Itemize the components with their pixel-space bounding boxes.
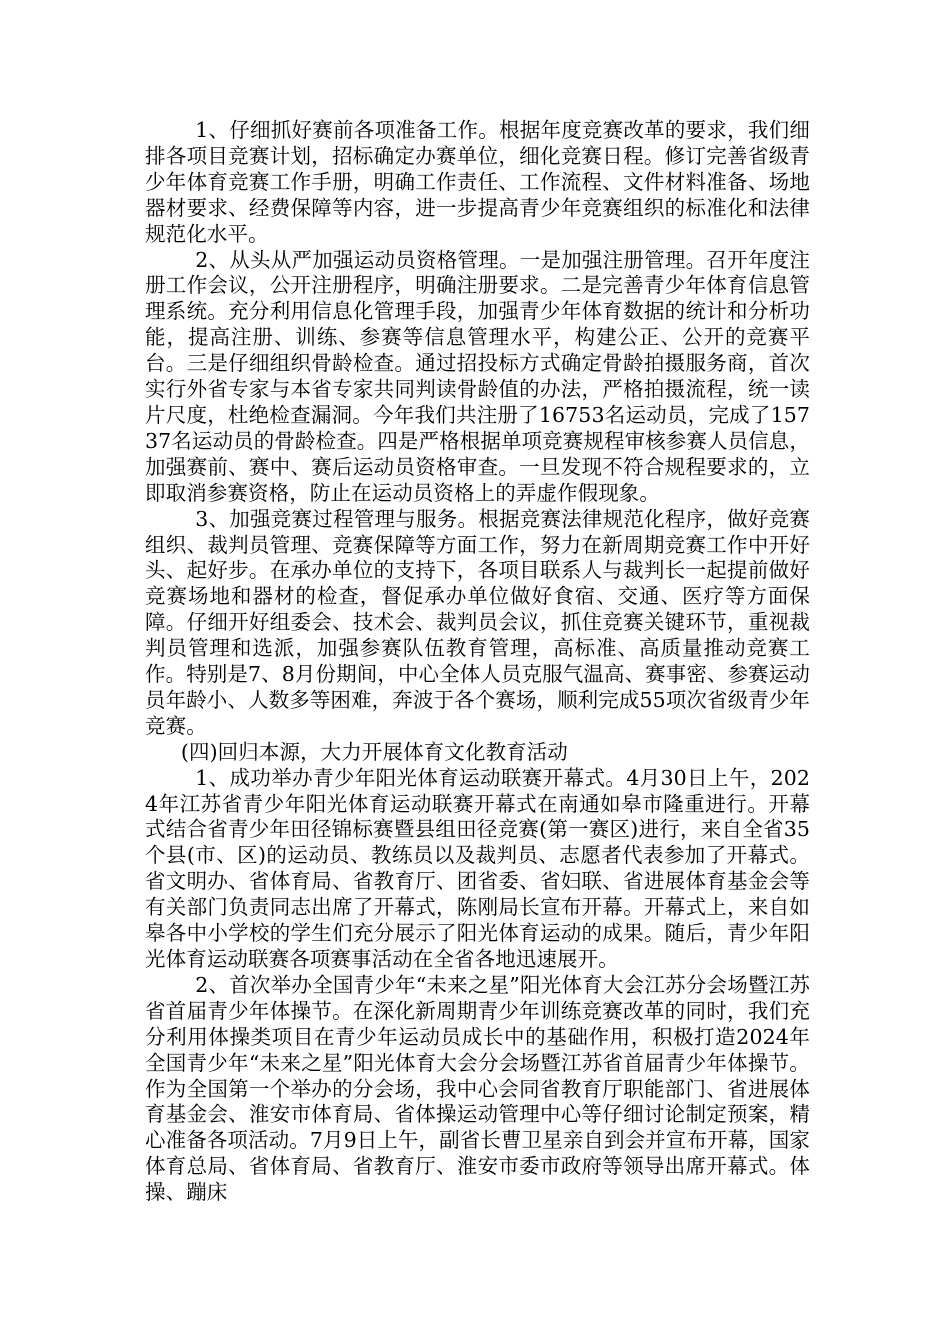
document-page xyxy=(145,118,810,1206)
paragraph-gymnastics-festival: 2、首次举办全国青少年“未来之星”阳光体育大会江苏分会场暨江苏省首届青少年体操节。在深化新周期青少年训练竞赛改革的同时，我们充分利用体操类项目在青少年运动员成长中的基础作用，积极打造2024年全国青少年“未来之星”阳光体育大会分会场暨江苏省首届青少年体操节。作为全国第一个举办的分会场，我中心会同省教育厅职能部门、省进展体育基金会、淮安市体育局、省体操运动管理中心等仔细讨论制定预案，精心准备各项活动。7月9日上午，副省长曹卫星亲自到会并宣布开幕，国家体育总局、省体育局、省教育厅、淮安市委市政府等领导出席开幕式。体操、蹦床 xyxy=(145,972,810,1205)
paragraph-sunshine-league-opening: 1、成功举办青少年阳光体育运动联赛开幕式。4月30日上午，2024年江苏省青少年阳光体育运动联赛开幕式在南通如皋市隆重进行。开幕式结合省青少年田径锦标赛暨县组田径竞赛(第一赛区)进行，来自全省35个县(市、区)的运动员、教练员以及裁判员、志愿者代表参加了开幕式。省文明办、省体育局、省教育厅、团省委、省妇联、省进展体育基金会等有关部门负责同志出席了开幕式，陈刚局长宣布开幕。开幕式上，来自如皋各中小学校的学生们充分展示了阳光体育运动的成果。随后，青少年阳光体育运动联赛各项赛事活动在全省各地迅速展开。 xyxy=(145,765,810,971)
paragraph-athlete-qualification: 2、从头从严加强运动员资格管理。一是加强注册管理。召开年度注册工作会议，公开注册程序，明确注册要求。二是完善青少年体育信息管理系统。充分利用信息化管理手段，加强青少年体育数据的统计和分析功能，提高注册、训练、参赛等信息管理水平，构建公正、公开的竞赛平台。三是仔细组织骨龄检查。通过招投标方式确定骨龄拍摄服务商，首次实行外省专家与本省专家共同判读骨龄值的办法，严格拍摄流程，统一读片尺度，杜绝检查漏洞。今年我们共注册了16753名运动员，完成了15737名运动员的骨龄检查。四是严格根据单项竞赛规程审核参赛人员信息，加强赛前、赛中、赛后运动员资格审查。一旦发现不符合规程要求的，立即取消参赛资格，防止在运动员资格上的弄虚作假现象。 xyxy=(145,247,810,505)
section-heading-culture-education: (四)回归本源，大力开展体育文化教育活动 xyxy=(180,739,568,764)
paragraph-competition-preparation: 1、仔细抓好赛前各项准备工作。根据年度竞赛改革的要求，我们细排各项目竞赛计划，招标确定办赛单位，细化竞赛日程。修订完善省级青少年体育竞赛工作手册，明确工作责任、工作流程、文件材料准备、场地器材要求、经费保障等内容，进一步提高青少年竞赛组织的标准化和法律规范化水平。 xyxy=(145,118,810,246)
paragraph-competition-process: 3、加强竞赛过程管理与服务。根据竞赛法律规范化程序，做好竞赛组织、裁判员管理、竞赛保障等方面工作，努力在新周期竞赛工作中开好头、起好步。在承办单位的支持下，各项目联系人与裁判长一起提前做好竞赛场地和器材的检查，督促承办单位做好食宿、交通、医疗等方面保障。仔细开好组委会、技术会、裁判员会议，抓住竞赛关键环节，重视裁判员管理和选派，加强参赛队伍教育管理，高标准、高质量推动竞赛工作。特别是7、8月份期间，中心全体人员克服气温高、赛事密、参赛运动员年龄小、人数多等困难，奔波于各个赛场，顺利完成55项次省级青少年竞赛。 xyxy=(145,506,810,738)
